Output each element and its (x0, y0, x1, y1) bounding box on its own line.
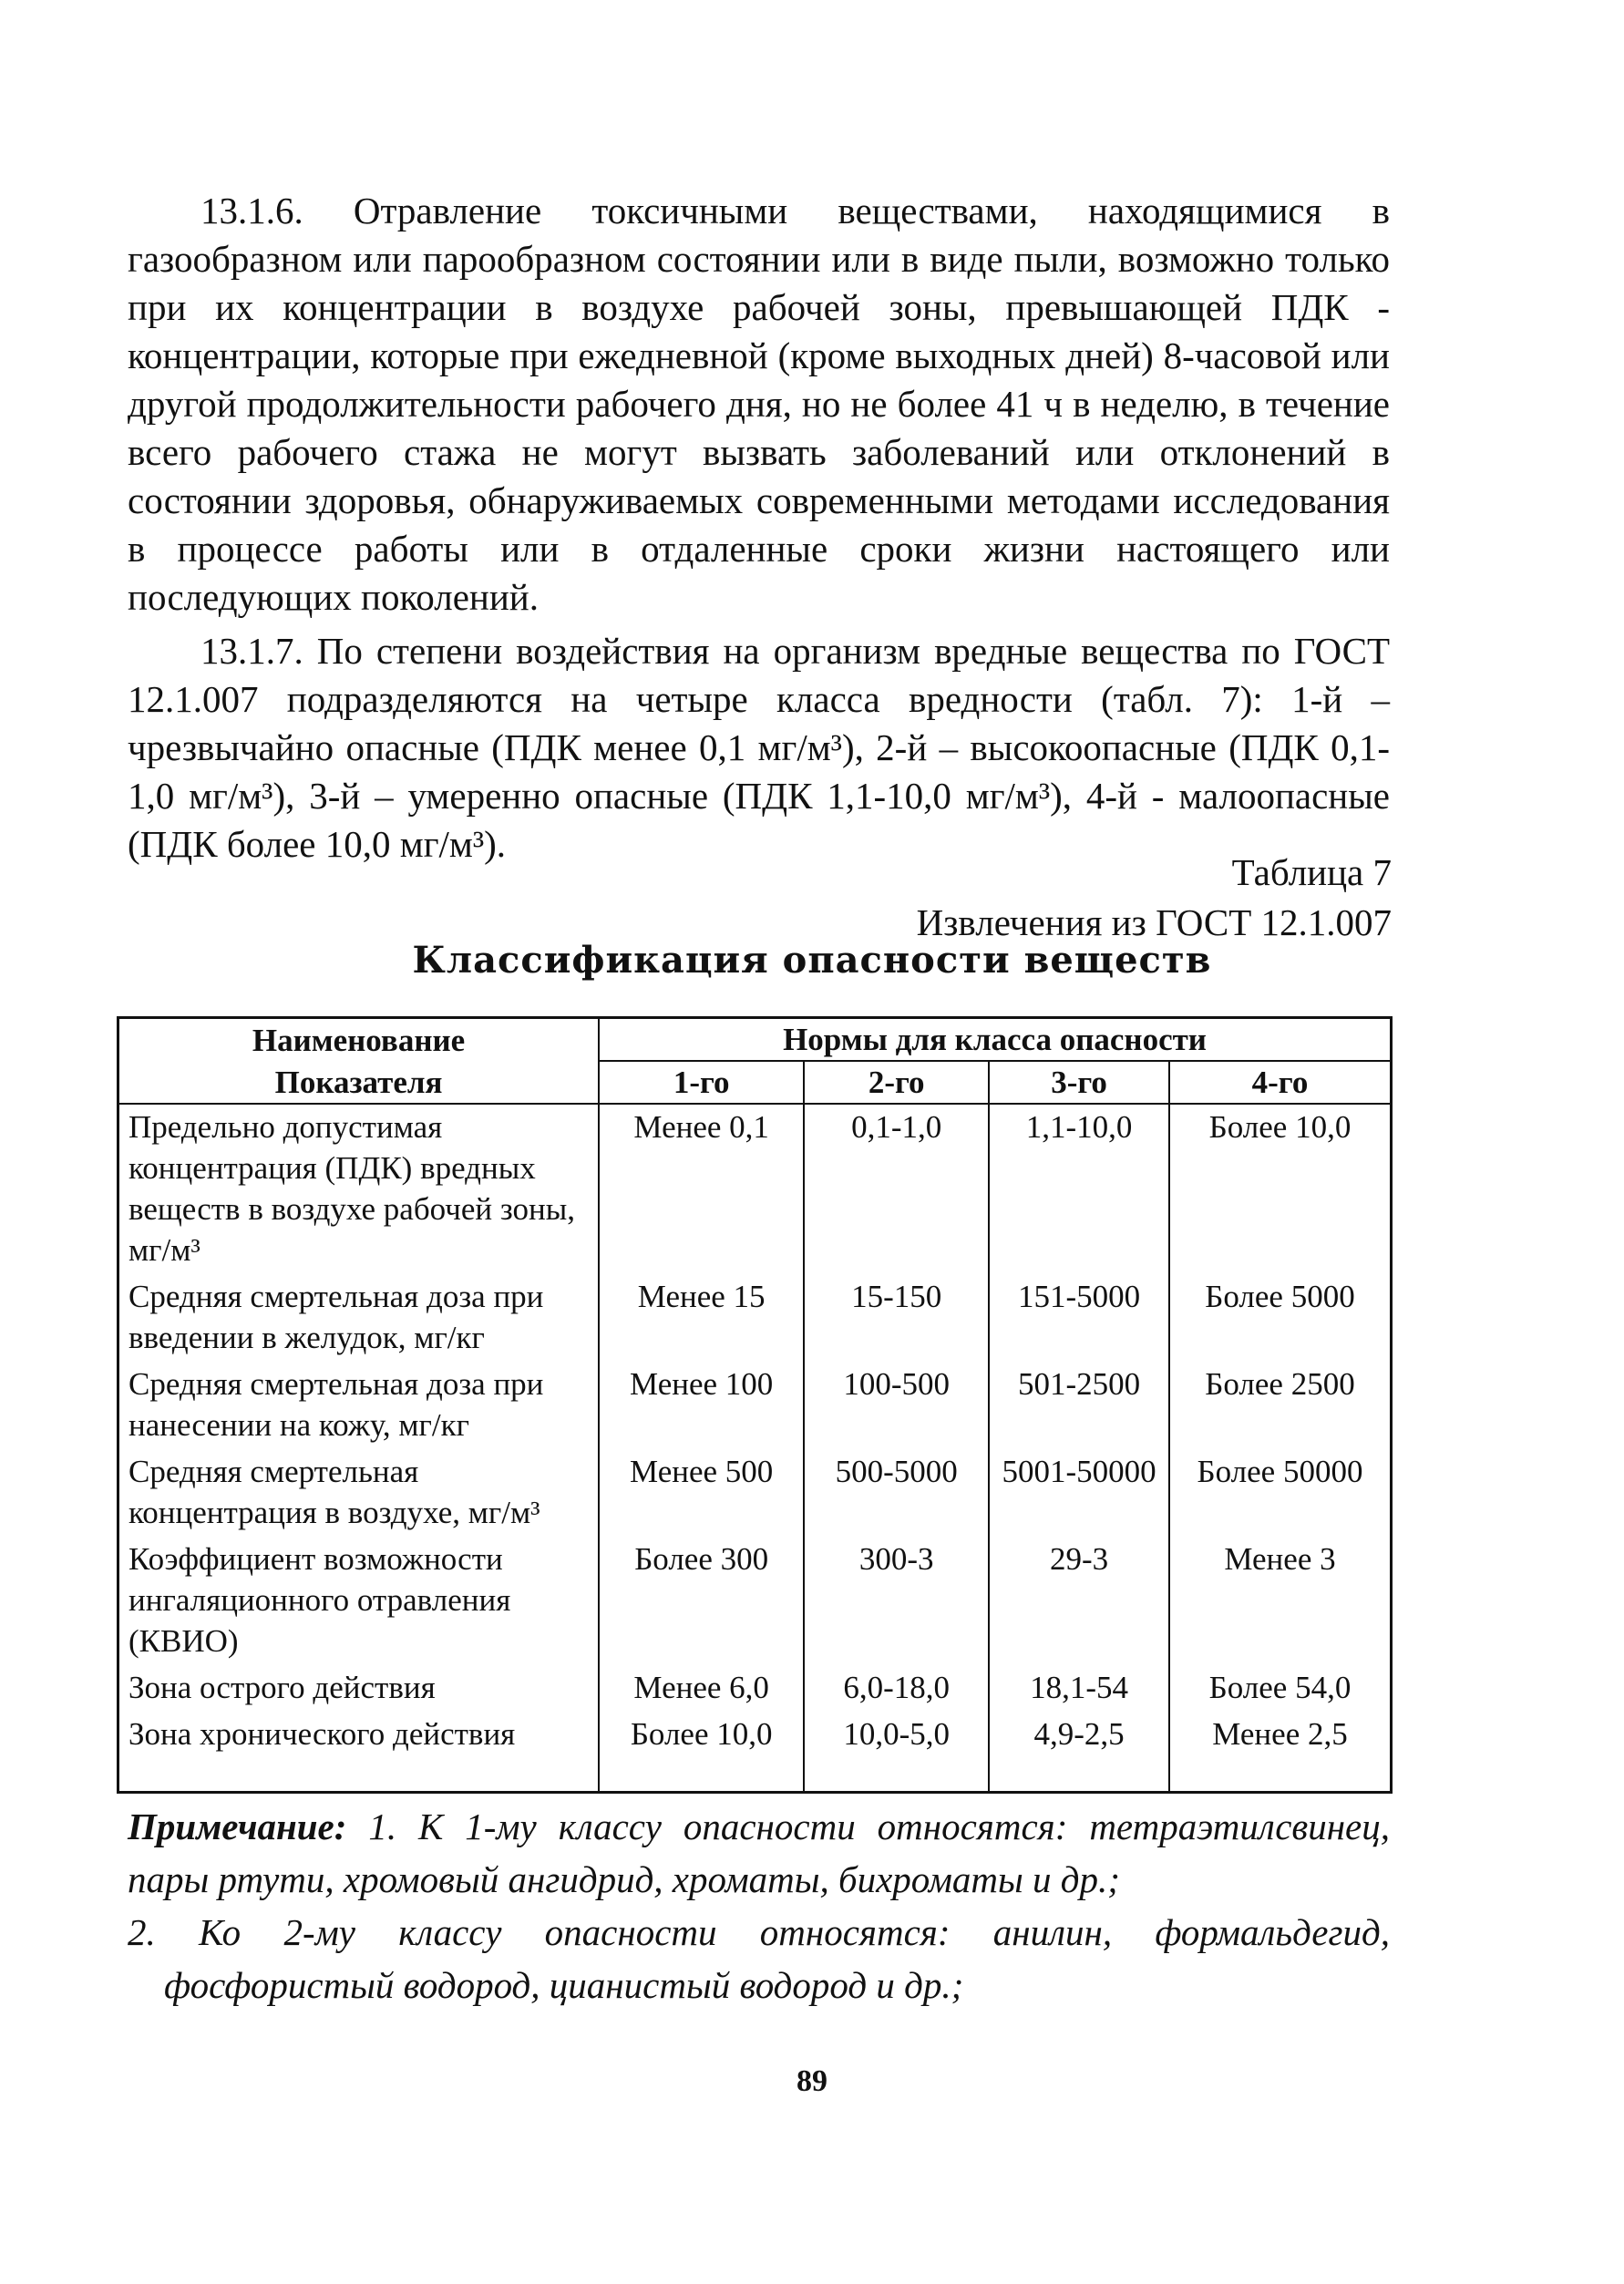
class-4-value: Более 5000 (1169, 1274, 1392, 1362)
class-3-value: 4,9-2,5 (989, 1712, 1169, 1793)
class-2-value: 6,0-18,0 (804, 1665, 989, 1712)
note-2: 2. Ко 2-му классу опасности относятся: анилин, формальдегид, фосфористый водород, цианистый водород и др.; (128, 1911, 1390, 2006)
table-source: Извлечения из ГОСТ 12.1.007 (916, 901, 1392, 943)
header-name-line2: Показателя (118, 1061, 600, 1104)
class-2-value: 500-5000 (804, 1449, 989, 1537)
header-name-line1: Наименование (118, 1018, 600, 1062)
class-1-value: Более 10,0 (599, 1712, 804, 1793)
table-caption (917, 848, 1392, 948)
page-number: 89 (797, 2064, 827, 2098)
indicator-name: Предельно допустимая концентрация (ПДК) вредных веществ в воздухе рабочей зоны, мг/м³ (118, 1104, 600, 1274)
class-3-value: 5001-50000 (989, 1449, 1169, 1537)
table-row (118, 1362, 1392, 1449)
indicator-name: Средняя смертельная доза при введении в желудок, мг/кг (118, 1274, 600, 1362)
note-1-text: 1. К 1-му классу опасности относятся: тетраэтилсвинец, пары ртути, хромовый ангидрид, хроматы, бихроматы и др.; (128, 1806, 1391, 1900)
class-3-value: 1,1-10,0 (989, 1104, 1169, 1274)
class-2-value: 0,1-1,0 (804, 1104, 989, 1274)
class-2-value: 15-150 (804, 1274, 989, 1362)
class-1-value: Менее 15 (599, 1274, 804, 1362)
class-1-value: Менее 500 (599, 1449, 804, 1537)
class-2-value: 10,0-5,0 (804, 1712, 989, 1793)
header-norms-group: Нормы для класса опасности (599, 1018, 1391, 1062)
indicator-name: Коэффициент возможности ингаляционного отравления (КВИО) (118, 1537, 600, 1665)
indicator-name: Зона острого действия (118, 1665, 600, 1712)
header-class-3: 3-го (989, 1061, 1169, 1104)
class-3-value: 151-5000 (989, 1274, 1169, 1362)
class-4-value: Менее 3 (1169, 1537, 1392, 1665)
class-1-value: Менее 0,1 (599, 1104, 804, 1274)
hazard-classification-table (117, 1016, 1393, 1794)
class-1-value: Менее 100 (599, 1362, 804, 1449)
class-3-value: 501-2500 (989, 1362, 1169, 1449)
class-2-value: 100-500 (804, 1362, 989, 1449)
class-3-value: 18,1-54 (989, 1665, 1169, 1712)
header-class-4: 4-го (1169, 1061, 1392, 1104)
class-4-value: Более 10,0 (1169, 1104, 1392, 1274)
class-4-value: Менее 2,5 (1169, 1712, 1392, 1793)
table-notes (128, 1800, 1390, 2011)
class-3-value: 29-3 (989, 1537, 1169, 1665)
table-row (118, 1712, 1392, 1793)
indicator-name: Зона хронического действия (118, 1712, 600, 1793)
class-4-value: Более 54,0 (1169, 1665, 1392, 1712)
table-row (118, 1449, 1392, 1537)
table-title: Классификация опасности веществ (412, 939, 1212, 982)
table-row (118, 1274, 1392, 1362)
table-row (118, 1665, 1392, 1712)
indicator-name: Средняя смертельная доза при нанесении на кожу, мг/кг (118, 1362, 600, 1449)
indicator-name: Средняя смертельная концентрация в воздухе, мг/м³ (118, 1449, 600, 1537)
paragraph-13-1-7: 13.1.7. По степени воздействия на организм вредные вещества по ГОСТ 12.1.007 подразделяются на четыре класса вредности (табл. 7): 1-й – чрезвычайно опасные (ПДК менее 0,1 мг/м³), 2-й – высокоопасные (ПДК 0,1-1,0 мг/м³), 3-й – умеренно опасные (ПДК 1,1-10,0 мг/м³), 4-й - малоопасные (ПДК более 10,0 мг/м³). (128, 630, 1390, 865)
class-2-value: 300-3 (804, 1537, 989, 1665)
class-4-value: Более 50000 (1169, 1449, 1392, 1537)
class-1-value: Более 300 (599, 1537, 804, 1665)
note-1 (128, 1800, 1390, 1906)
table-row (118, 1537, 1392, 1665)
class-1-value: Менее 6,0 (599, 1665, 804, 1712)
class-4-value: Более 2500 (1169, 1362, 1392, 1449)
body-text (128, 187, 1390, 869)
paragraph-13-1-6: 13.1.6. Отравление токсичными веществами, находящимися в газообразном или парообразном состоянии или в виде пыли, возможно только при их концентрации в воздухе рабочей зоны, превышающей ПДК - концентрации, которые при ежедневной (кроме выходных дней) 8-часовой или другой продолжительности рабочего дня, но не более 41 ч в неделю, в течение всего рабочего стажа не могут вызвать заболеваний или отклонений в состоянии здоровья, обнаруживаемых современными методами исследования в процессе работы или в отдаленные сроки жизни настоящего или последующих поколений. (128, 190, 1390, 618)
table-number: Таблица 7 (1231, 851, 1392, 893)
table-row (118, 1104, 1392, 1274)
note-label: Примечание: (128, 1806, 347, 1847)
header-class-1: 1-го (599, 1061, 804, 1104)
header-class-2: 2-го (804, 1061, 989, 1104)
